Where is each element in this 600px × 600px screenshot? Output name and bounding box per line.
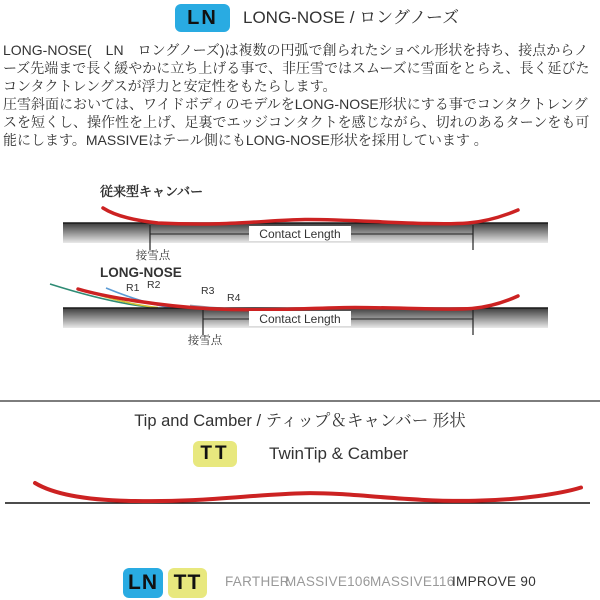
- contact-length-label: Contact Length: [259, 227, 341, 241]
- ln-badge: LN: [175, 4, 230, 32]
- section-divider: [0, 400, 600, 402]
- camber-comparison-diagram: [0, 180, 600, 365]
- model-link-farther[interactable]: FARTHER: [225, 574, 290, 589]
- tip-camber-section-title: Tip and Camber / ティップ＆キャンバー 形状: [134, 412, 466, 430]
- longnose-diagram-label: LONG-NOSE: [100, 265, 182, 280]
- twintip-board-curve: [35, 483, 581, 501]
- snow-contact-point-label: 接雪点: [135, 250, 171, 262]
- model-nav: [0, 568, 600, 600]
- longnose-description: [3, 41, 598, 149]
- contact-length-label: Contact Length: [259, 312, 341, 326]
- longnose-header: [0, 4, 600, 32]
- model-link-massive116[interactable]: MASSIVE116: [370, 574, 455, 589]
- description-paragraph-2: 圧雪斜面においては、ワイドボディのモデルをLONG-NOSE形状にする事でコンタクトレングスを短くし、操作性を上げ、足裏でエッジコンタクトを感じながら、切れのあるターンをも可能にします。MASSIVEはテール側にもLONG-NOSE形状を採用しています 。: [3, 96, 590, 148]
- model-link-massive106[interactable]: MASSIVE106: [285, 574, 371, 589]
- snow-contact-point-label: 接雪点: [187, 335, 223, 347]
- twintip-camber-profile: [0, 468, 600, 520]
- r3-label: R3: [201, 285, 215, 297]
- r1-label: R1: [126, 282, 140, 294]
- conventional-board-profile: [103, 208, 518, 224]
- description-paragraph-1: LONG-NOSE( LN ロングノーズ)は複数の円弧で創られたショベル形状を持ち、接点からノーズ先端まで長く緩やかに立ち上げる事で、非圧雪ではスムーズに雪面をとらえ、長く延びたコンタクトレングスが浮力と安定性をもたらします。: [3, 42, 590, 94]
- conventional-camber-label: 従来型キャンバー: [100, 184, 204, 199]
- tt-badge: TT: [193, 441, 237, 467]
- ln-badge: LN: [123, 568, 163, 598]
- r4-label: R4: [227, 292, 241, 304]
- r2-label: R2: [147, 279, 161, 291]
- twintip-camber-label: TwinTip & Camber: [269, 444, 409, 463]
- model-link-improve90[interactable]: IMPROVE 90: [452, 574, 537, 589]
- longnose-section-title: LONG-NOSE / ロングノーズ: [243, 8, 460, 27]
- tt-badge: TT: [168, 568, 207, 598]
